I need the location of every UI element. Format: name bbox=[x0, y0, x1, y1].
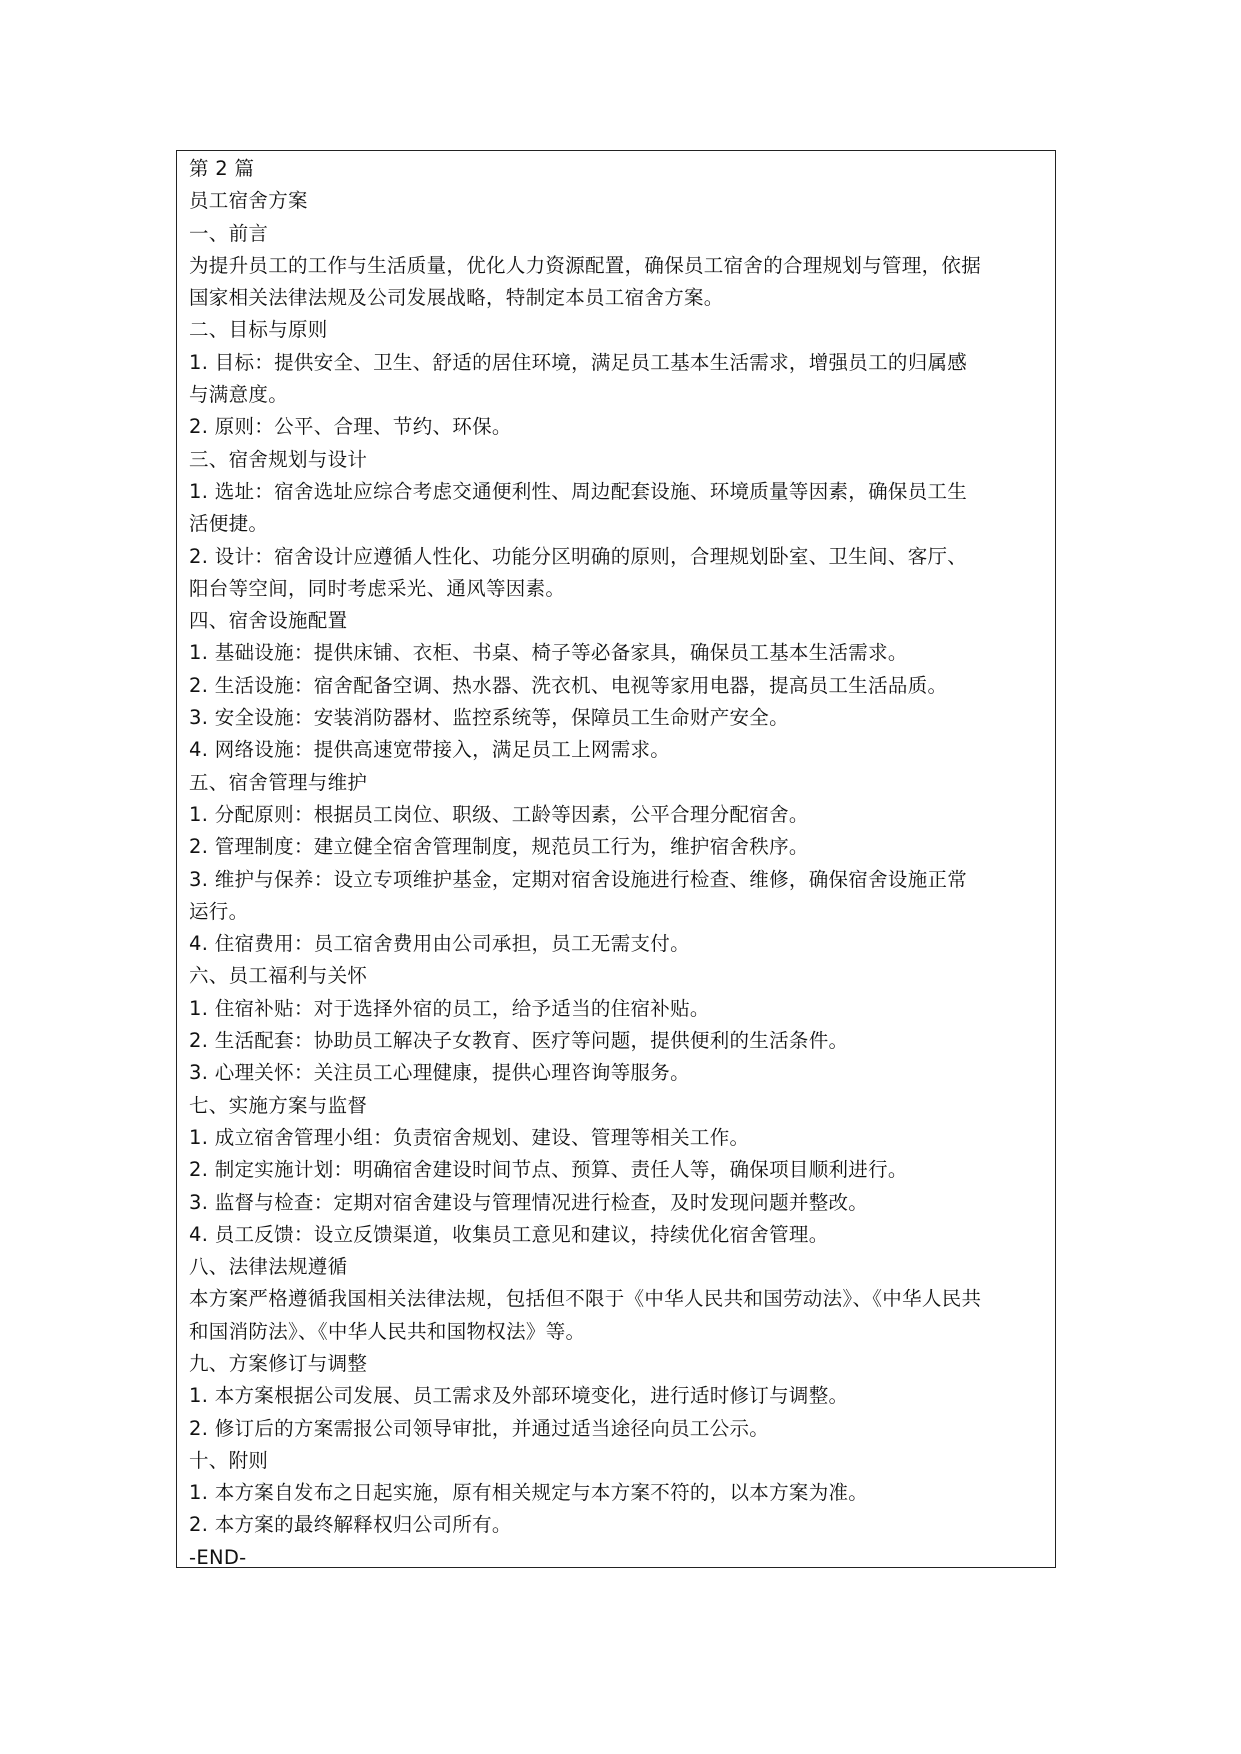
list-item: 1. 住宿补贴：对于选择外宿的员工，给予适当的住宿补贴。 bbox=[189, 996, 710, 1020]
list-item: 3. 监督与检查：定期对宿舍建设与管理情况进行检查，及时发现问题并整改。 bbox=[189, 1190, 869, 1214]
list-item: 4. 员工反馈：设立反馈渠道，收集员工意见和建议，持续优化宿舍管理。 bbox=[189, 1222, 829, 1246]
list-item: 4. 网络设施：提供高速宽带接入，满足员工上网需求。 bbox=[189, 738, 671, 762]
section-heading: 三、宿舍规划与设计 bbox=[189, 447, 368, 471]
section-heading: 十、附则 bbox=[189, 1448, 269, 1472]
list-item: 2. 修订后的方案需报公司领导审批，并通过适当途径向员工公示。 bbox=[189, 1416, 770, 1440]
list-item: 2. 本方案的最终解释权归公司所有。 bbox=[189, 1513, 512, 1537]
list-item: 2. 制定实施计划：明确宿舍建设时间节点、预算、责任人等，确保项目顺利进行。 bbox=[189, 1158, 908, 1182]
list-item: 1. 分配原则：根据员工岗位、职级、工龄等因素，公平合理分配宿舍。 bbox=[189, 802, 809, 826]
list-item: 1. 成立宿舍管理小组：负责宿舍规划、建设、管理等相关工作。 bbox=[189, 1125, 750, 1149]
list-item: 2. 管理制度：建立健全宿舍管理制度，规范员工行为，维护宿舍秩序。 bbox=[189, 835, 809, 859]
list-item: 1. 本方案根据公司发展、员工需求及外部环境变化，进行适时修订与调整。 bbox=[189, 1384, 849, 1408]
document-title: 员工宿舍方案 bbox=[189, 189, 308, 213]
paragraph-line: 和国消防法》、《中华人民共和国物权法》等。 bbox=[189, 1319, 586, 1343]
paragraph-line: 国家相关法律法规及公司发展战略，特制定本员工宿舍方案。 bbox=[189, 286, 724, 310]
list-item: 1. 选址：宿舍选址应综合考虑交通便利性、周边配套设施、环境质量等因素，确保员工生 bbox=[189, 479, 968, 503]
paragraph-line: 为提升员工的工作与生活质量，优化人力资源配置，确保员工宿舍的合理规划与管理，依据 bbox=[189, 253, 982, 277]
list-item: 3. 安全设施：安装消防器材、监控系统等，保障员工生命财产安全。 bbox=[189, 706, 789, 730]
list-item-continuation: 活便捷。 bbox=[189, 512, 269, 536]
list-item: 2. 生活配套：协助员工解决子女教育、医疗等问题，提供便利的生活条件。 bbox=[189, 1029, 849, 1053]
section-heading: 九、方案修订与调整 bbox=[189, 1351, 368, 1375]
list-item-continuation: 运行。 bbox=[189, 899, 249, 923]
section-heading: 八、法律法规遵循 bbox=[189, 1255, 348, 1279]
list-item: 3. 维护与保养：设立专项维护基金，定期对宿舍设施进行检查、维修，确保宿舍设施正常 bbox=[189, 867, 968, 891]
section-heading: 一、前言 bbox=[189, 221, 269, 245]
list-item-continuation: 与满意度。 bbox=[189, 383, 289, 407]
section-heading: 七、实施方案与监督 bbox=[189, 1093, 368, 1117]
list-item: 2. 设计：宿舍设计应遵循人性化、功能分区明确的原则，合理规划卧室、卫生间、客厅、 bbox=[189, 544, 968, 568]
list-item: 1. 目标：提供安全、卫生、舒适的居住环境，满足员工基本生活需求，增强员工的归属感 bbox=[189, 350, 968, 374]
list-item: 2. 生活设施：宿舍配备空调、热水器、洗衣机、电视等家用电器，提高员工生活品质。 bbox=[189, 673, 948, 697]
section-heading: 二、目标与原则 bbox=[189, 318, 328, 342]
list-item: 2. 原则：公平、合理、节约、环保。 bbox=[189, 415, 512, 439]
end-marker: -END- bbox=[189, 1545, 247, 1569]
list-item: 1. 本方案自发布之日起实施，原有相关规定与本方案不符的，以本方案为准。 bbox=[189, 1481, 869, 1505]
section-heading: 五、宿舍管理与维护 bbox=[189, 770, 368, 794]
document-frame bbox=[176, 150, 1056, 1568]
section-heading: 四、宿舍设施配置 bbox=[189, 609, 348, 633]
list-item: 1. 基础设施：提供床铺、衣柜、书桌、椅子等必备家具，确保员工基本生活需求。 bbox=[189, 641, 908, 665]
list-item: 3. 心理关怀：关注员工心理健康，提供心理咨询等服务。 bbox=[189, 1061, 690, 1085]
list-item-continuation: 阳台等空间，同时考虑采光、通风等因素。 bbox=[189, 576, 566, 600]
chapter-label: 第 2 篇 bbox=[189, 157, 255, 180]
list-item: 4. 住宿费用：员工宿舍费用由公司承担，员工无需支付。 bbox=[189, 932, 690, 956]
paragraph-line: 本方案严格遵循我国相关法律法规，包括但不限于《中华人民共和国劳动法》、《中华人民共 bbox=[189, 1287, 982, 1311]
section-heading: 六、员工福利与关怀 bbox=[189, 964, 368, 988]
